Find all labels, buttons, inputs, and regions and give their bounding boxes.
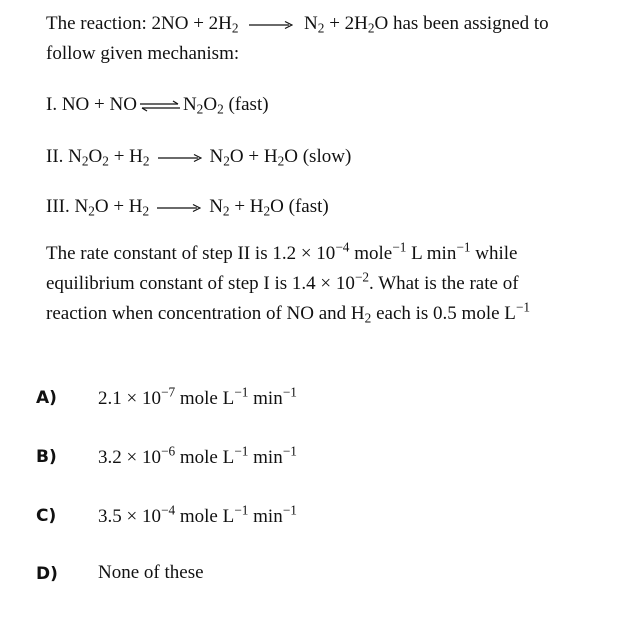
option-text [98, 384, 297, 411]
body-text: reaction when concentration of NO and H [46, 303, 365, 324]
option-unit: mole L [175, 447, 235, 468]
body-line-1 [46, 239, 518, 266]
body-text: L min [406, 243, 457, 264]
subscript: 2 [81, 153, 89, 169]
body-text: equilibrium constant of step I is 1.4 × 10 [46, 273, 355, 294]
option-text [98, 443, 297, 470]
option-text: None of these [98, 562, 204, 583]
superscript: −1 [282, 443, 297, 459]
step-text: O + H [229, 146, 278, 167]
subscript: 2 [217, 101, 224, 117]
superscript: −1 [515, 299, 531, 315]
subscript: 2 [367, 20, 375, 36]
product-text: + 2H [324, 13, 368, 34]
option-letter: C) [36, 506, 57, 526]
superscript: −7 [160, 384, 176, 400]
body-text: while [470, 243, 518, 264]
subscript: 2 [223, 153, 230, 169]
step-text: O [203, 94, 218, 115]
intro-line-2: follow given mechanism: [46, 43, 240, 64]
mechanism-step-2 [46, 145, 351, 169]
body-text: each is 0.5 mole L [371, 303, 516, 324]
step-text: O (fast) [270, 196, 329, 217]
subscript: 2 [277, 153, 285, 169]
option-text [98, 502, 297, 529]
superscript: −6 [160, 443, 176, 459]
mechanism-step-3 [46, 195, 329, 219]
option-unit: min [248, 388, 283, 409]
option-value: 3.2 × 10 [98, 447, 161, 468]
superscript: −1 [456, 239, 471, 255]
subscript: 2 [231, 20, 239, 36]
step-text: O (slow) [284, 146, 352, 167]
step-text: N [209, 146, 224, 167]
superscript: −4 [160, 502, 176, 518]
subscript: 2 [364, 310, 372, 326]
step-text: O [88, 146, 103, 167]
option-unit: min [248, 447, 283, 468]
step-text: N [209, 196, 223, 217]
reaction-equation [46, 12, 549, 36]
superscript: −1 [234, 502, 249, 518]
subscript: 2 [142, 153, 150, 169]
body-text: mole [349, 243, 393, 264]
equilibrium-arrow-icon [140, 100, 180, 112]
subscript: 2 [102, 153, 109, 169]
intro-text: O has been assigned to [374, 13, 549, 34]
option-value: 3.5 × 10 [98, 506, 161, 527]
mechanism-step-1 [46, 93, 269, 117]
body-line-3 [46, 299, 531, 326]
product-text: N [299, 13, 318, 34]
reactants-text: The reaction: 2NO + 2H [46, 13, 232, 34]
subscript: 2 [142, 203, 150, 219]
subscript: 2 [196, 101, 204, 117]
step-text: N [182, 94, 197, 115]
step-text: O + H [94, 196, 143, 217]
superscript: −1 [234, 443, 249, 459]
step-text: I. NO + NO [46, 94, 137, 115]
step-text: + H [229, 196, 264, 217]
step-text: (fast) [223, 94, 269, 115]
right-arrow-icon [249, 20, 293, 30]
body-line-2 [46, 269, 519, 296]
body-text: . What is the rate of [369, 273, 519, 294]
option-unit: mole L [175, 506, 235, 527]
step-text: II. N [46, 146, 82, 167]
superscript: −1 [282, 502, 297, 518]
right-arrow-icon [157, 203, 201, 213]
option-unit: mole L [175, 388, 235, 409]
superscript: −1 [282, 384, 297, 400]
subscript: 2 [317, 20, 325, 36]
option-letter: A) [36, 388, 57, 408]
subscript: 2 [88, 203, 95, 219]
step-text: III. N [46, 196, 89, 217]
superscript: −2 [354, 269, 370, 285]
superscript: −1 [392, 239, 407, 255]
option-value: 2.1 × 10 [98, 388, 161, 409]
superscript: −4 [335, 239, 350, 255]
option-letter: B) [36, 447, 57, 467]
option-letter: D) [36, 564, 58, 584]
step-text: + H [108, 146, 143, 167]
right-arrow-icon [158, 153, 202, 163]
superscript: −1 [234, 384, 249, 400]
subscript: 2 [263, 203, 271, 219]
option-unit: min [248, 506, 283, 527]
body-text: The rate constant of step II is 1.2 × 10 [46, 243, 336, 264]
subscript: 2 [222, 203, 230, 219]
